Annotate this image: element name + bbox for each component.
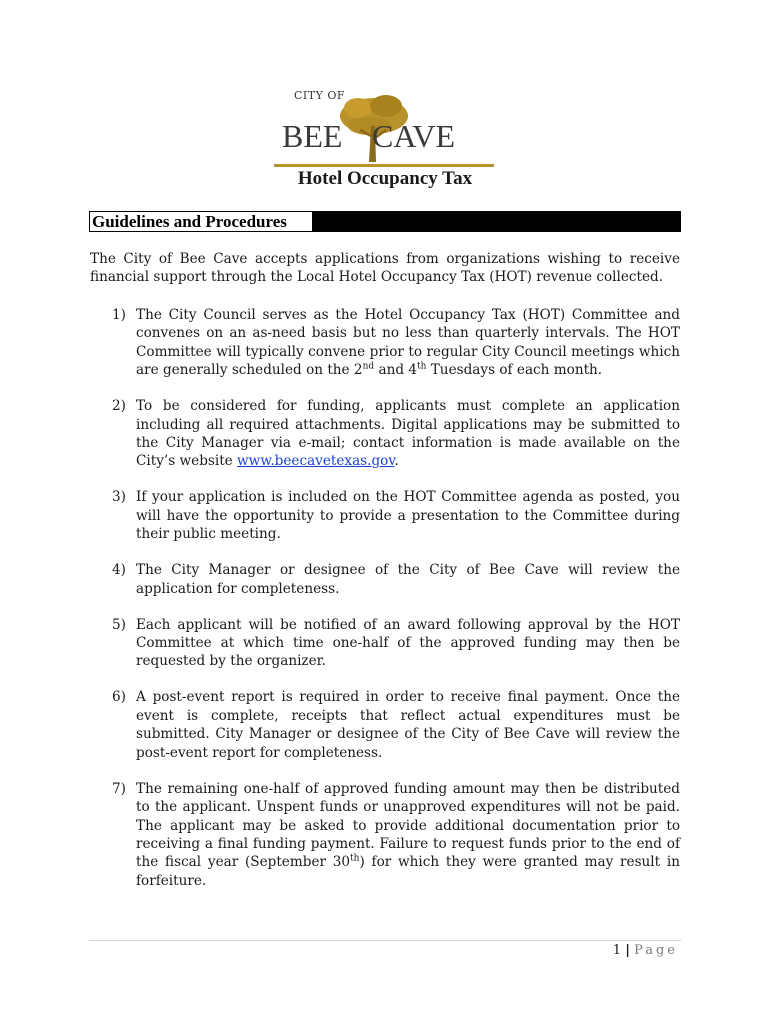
item-number: 2) <box>112 398 126 415</box>
website-link[interactable]: www.beecavetexas.gov <box>237 453 395 470</box>
list-item: 7) The remaining one-half of approved funding amount may then be distributed to the applicant. Unspent funds or unapproved expenditures will not be paid. The applicant may be asked to provide additional documentation prior to receiving a final funding payment. Failure to request funds prior to the end of the fiscal year (September 30th) for which they were granted may result in forfeiture. <box>112 780 680 889</box>
page-footer <box>613 943 678 958</box>
item-number: 4) <box>112 562 126 579</box>
item-number: 3) <box>112 489 126 506</box>
item-number: 6) <box>112 689 126 706</box>
footer-separator: | <box>625 943 630 958</box>
section-heading: Guidelines and Procedures <box>90 212 312 231</box>
document-title: Hotel Occupancy Tax <box>297 168 473 189</box>
item-number: 7) <box>112 780 126 797</box>
list-item: 1) The City Council serves as the Hotel Occupancy Tax (HOT) Committee and convenes on an as-need basis but no less than quarterly intervals. The HOT Committee will typically convene prior to regular City Council meetings which are generally scheduled on the 2nd and 4th Tuesdays of each month. <box>112 307 680 379</box>
item-number: 5) <box>112 616 126 633</box>
procedure-list <box>90 306 680 908</box>
footer-divider <box>89 940 681 941</box>
logo-word-bee: BEE <box>282 118 343 154</box>
list-item: 5) Each applicant will be notified of an award following approval by the HOT Committee at which time one-half of the approved funding may then be requested by the organizer. <box>112 616 680 670</box>
logo-city-of: CITY OF <box>294 89 346 102</box>
list-item: 4) The City Manager or designee of the City of Bee Cave will review the application for completeness. <box>112 562 680 597</box>
list-item: 6) A post-event report is required in order to receive final payment. Once the event is complete, receipts that reflect actual expenditures must be submitted. City Manager or designee of the City of Bee Cave will review the post-event report for completeness. <box>112 689 680 761</box>
item-number: 1) <box>112 307 126 323</box>
section-heading-bar <box>89 211 681 232</box>
list-item: 2) To be considered for funding, applicants must complete an application including all required attachments. Digital applications may be submitted to the City Manager via e-mail; contact information is made available on the City’s website www.beecavetexas.gov. <box>112 398 680 470</box>
page-number: 1 <box>612 943 622 958</box>
city-logo <box>272 86 498 174</box>
list-item: 3) If your application is included on the HOT Committee agenda as posted, you will have the opportunity to provide a presentation to the Committee during their public meeting. <box>112 489 680 543</box>
logo-word-cave: CAVE <box>372 118 455 154</box>
page-label: Page <box>634 943 678 958</box>
intro-paragraph: The City of Bee Cave accepts applications from organizations wishing to receive financial support through the Local Hotel Occupancy Tax (HOT) revenue collected. <box>90 251 680 286</box>
